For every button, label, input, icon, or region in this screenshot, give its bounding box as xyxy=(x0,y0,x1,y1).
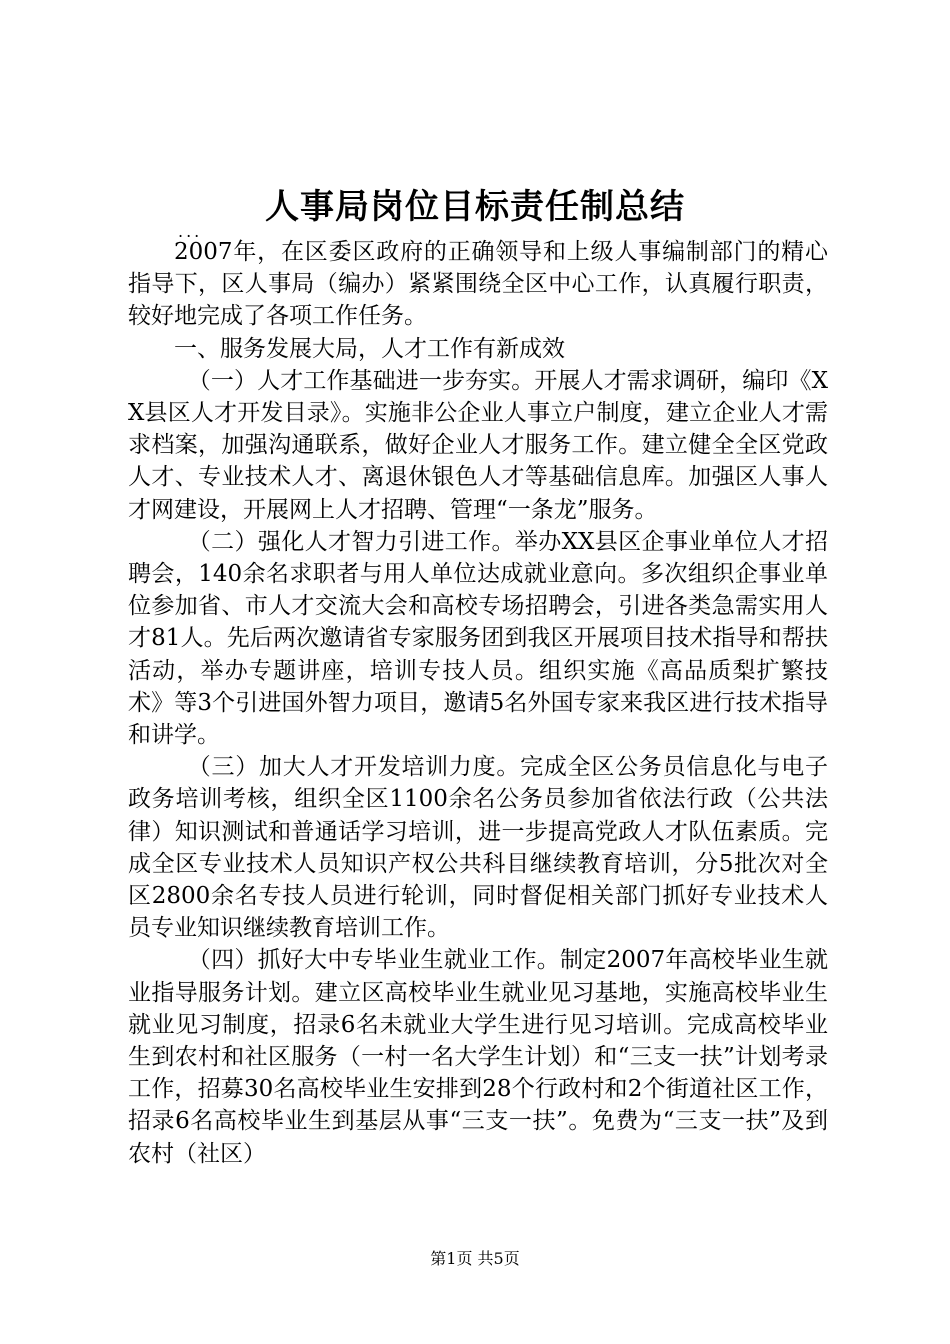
page-footer: 第1页 共5页 xyxy=(430,1249,520,1268)
paragraph-intro: 2007年，在区委区政府的正确领导和上级人事编制部门的精心指导下，区人事局（编办）紧紧围绕全区中心工作，认真履行职责，较好地完成了各项工作任务。 xyxy=(128,239,828,330)
ellipsis-marker: ... xyxy=(178,222,203,241)
document-title: 人事局岗位目标责任制总结 xyxy=(265,187,685,227)
document-body xyxy=(128,236,828,1170)
paragraph-item-3: （三）加大人才开发培训力度。完成全区公务员信息化与电子政务培训考核，组织全区1100余名公务员参加省依法行政（公共法律）知识测试和普通话学习培训，进一步提高党政人才队伍素质。完成全区专业技术人员知识产权公共科目继续教育培训，分5批次对全区2800余名专技人员进行轮训，同时督促相关部门抓好专业技术人员专业知识继续教育培训工作。 xyxy=(128,754,828,942)
paragraph-item-4: （四）抓好大中专毕业生就业工作。制定2007年高校毕业生就业指导服务计划。建立区高校毕业生就业见习基地，实施高校毕业生就业见习制度，招录6名未就业大学生进行见习培训。完成高校毕业生到农村和社区服务（一村一名大学生计划）和“三支一扶”计划考录工作，招募30名高校毕业生安排到28个行政村和2个街道社区工作，招录6名高校毕业生到基层从事“三支一扶”。免费为“三支一扶”及到农村（社区） xyxy=(128,947,828,1167)
paragraph-item-2: （二）强化人才智力引进工作。举办XX县区企事业单位人才招聘会，140余名求职者与用人单位达成就业意向。多次组织企事业单位参加省、市人才交流大会和高校专场招聘会，引进各类急需实用人才81人。先后两次邀请省专家服务团到我区开展项目技术指导和帮扶活动，举办专题讲座，培训专技人员。组织实施《高品质梨扩繁技术》等3个引进国外智力项目，邀请5名外国专家来我区进行技术指导和讲学。 xyxy=(128,528,828,749)
paragraph-item-1: （一）人才工作基础进一步夯实。开展人才需求调研，编印《XX县区人才开发目录》。实施非公企业人事立户制度，建立企业人才需求档案，加强沟通联系，做好企业人才服务工作。建立健全全区党政人才、专业技术人才、离退休银色人才等基础信息库。加强区人事人才网建设，开展网上人才招聘、管理“一条龙”服务。 xyxy=(128,367,828,523)
section-heading: 一、服务发展大局，人才工作有新成效 xyxy=(174,335,565,362)
